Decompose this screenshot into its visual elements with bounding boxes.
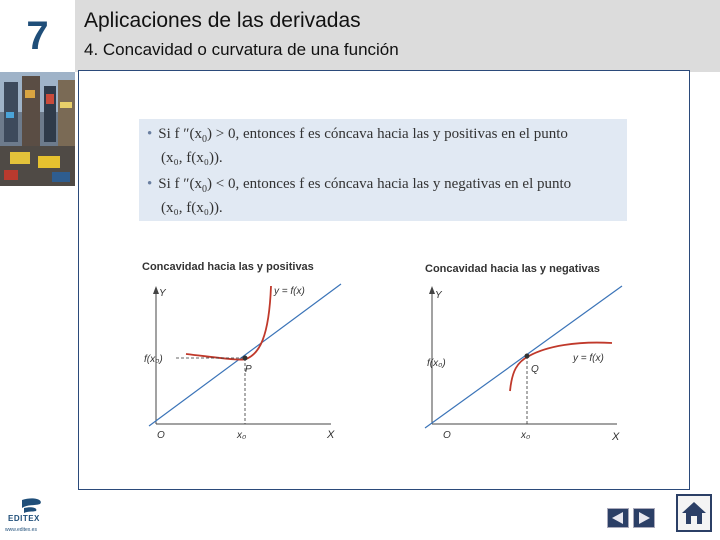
- y-axis-label: Y: [159, 288, 166, 299]
- rule-negative-text-rest: ) < 0, entonces f es cóncava hacia las y negativas en el punto: [207, 176, 572, 192]
- curve-label: y = f(x): [573, 353, 604, 364]
- curve-label: y = f(x): [274, 286, 305, 297]
- graph-negative-title: Concavidad hacia las y negativas: [425, 263, 600, 275]
- rule-positive-text-rest: ) > 0, entonces f es cóncava hacia las y positivas en el punto: [207, 126, 568, 142]
- home-icon: [678, 496, 710, 530]
- point-label: P: [245, 364, 252, 375]
- origin-label: O: [157, 430, 165, 441]
- content-panel: [78, 70, 690, 490]
- y-value-label: f(x₀): [427, 358, 446, 369]
- chapter-number: 7: [26, 14, 49, 58]
- graph-positive-title: Concavidad hacia las y positivas: [142, 261, 314, 273]
- decorative-city-photo: [0, 72, 75, 186]
- origin-label: O: [443, 430, 451, 441]
- triangle-right-icon: [634, 509, 654, 527]
- home-button[interactable]: [676, 494, 712, 532]
- curve: [186, 286, 271, 360]
- tangent-point: [243, 356, 248, 361]
- graph-positive: [141, 276, 351, 446]
- subscript: 0: [202, 184, 208, 195]
- curve: [510, 343, 612, 391]
- bullet-dot: •: [147, 126, 153, 142]
- rule-negative-point: (x₀, f(x₀)).: [161, 200, 223, 216]
- y-value-label: f(x₀): [144, 354, 163, 365]
- tangent-point: [525, 354, 530, 359]
- rule-positive-point: (x₀, f(x₀)).: [161, 150, 223, 166]
- x-axis-label: X: [612, 431, 620, 443]
- bullet-dot: •: [147, 176, 153, 192]
- point-label: Q: [531, 364, 539, 375]
- y-axis-label: Y: [435, 290, 442, 301]
- x-axis-label: X: [327, 429, 335, 441]
- subscript: 0: [202, 134, 208, 145]
- logo-text: EDITEX: [8, 514, 40, 523]
- rule-negative-text: Si f ″(x: [158, 176, 203, 192]
- triangle-left-icon: [608, 509, 628, 527]
- x-value-label: x₀: [521, 430, 531, 441]
- rule-negative: [147, 175, 619, 218]
- page-title: Aplicaciones de las derivadas: [84, 9, 361, 32]
- rule-positive: [147, 125, 619, 168]
- prev-button[interactable]: [607, 508, 629, 528]
- rules-box: [139, 119, 627, 221]
- page-subtitle: 4. Concavidad o curvatura de una función: [84, 40, 399, 59]
- logo-url: www.editex.es: [5, 527, 37, 533]
- rule-positive-text: Si f ″(x: [158, 126, 203, 142]
- x-value-label: x₀: [237, 430, 247, 441]
- next-button[interactable]: [633, 508, 655, 528]
- chapter-badge: [0, 0, 75, 72]
- graph-negative: [417, 276, 637, 446]
